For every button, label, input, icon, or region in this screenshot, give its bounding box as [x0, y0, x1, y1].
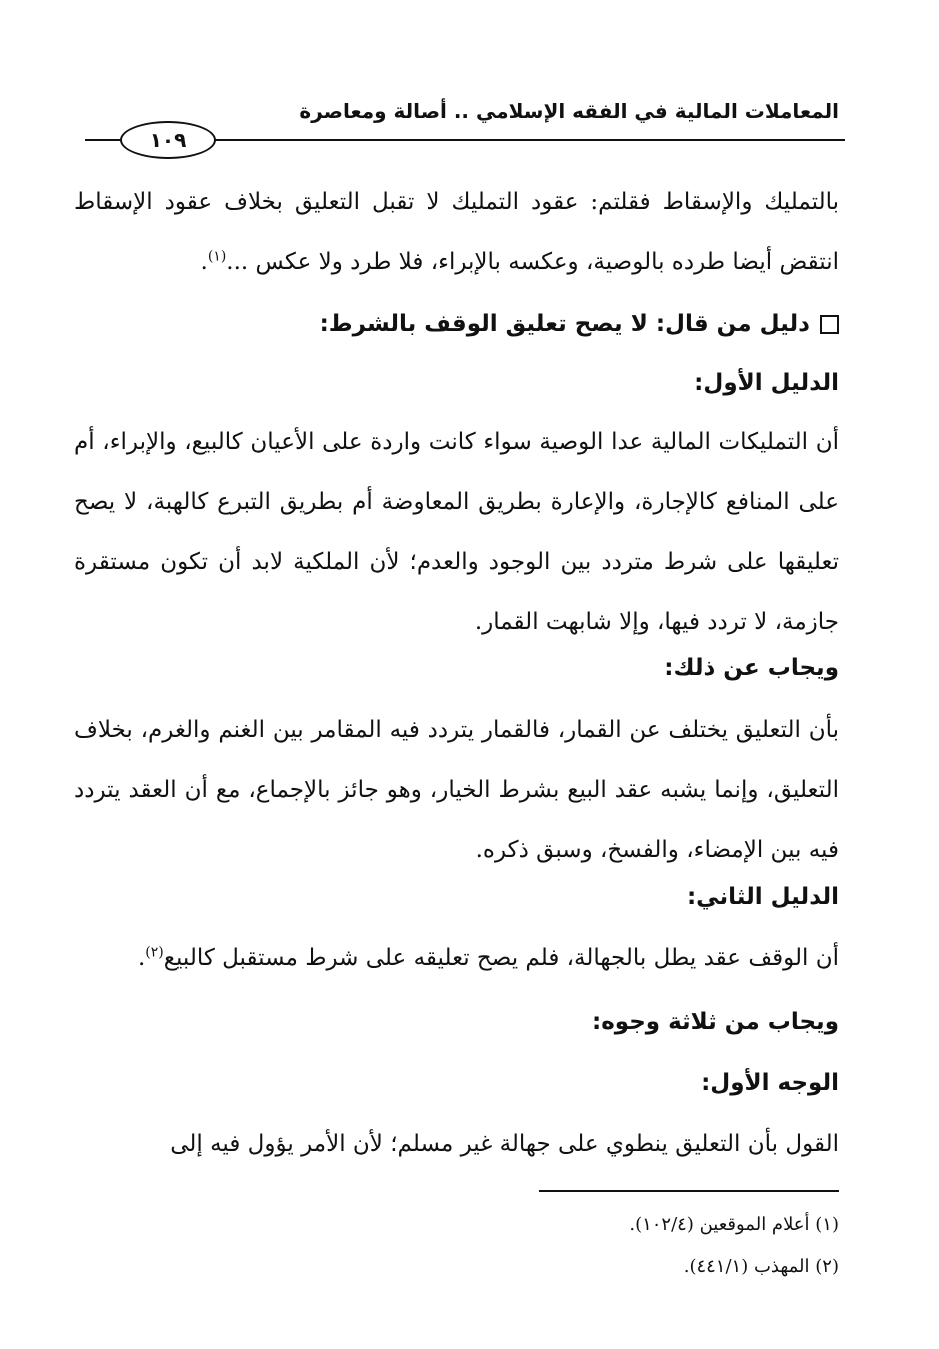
footnote-ref-2: (٢) [145, 944, 164, 961]
first-aspect-paragraph: القول بأن التعليق ينطوي على جهالة غير مسلم؛ لأن الأمر يؤول فيه إلى [170, 1131, 839, 1157]
page-number: ١٠٩ [120, 121, 216, 159]
first-proof-paragraph: أن التمليكات المالية عدا الوصية سواء كانت واردة على الأعيان كالبيع، والإبراء، أم على المنافع كالإجارة، والإعارة بطريق المعاوضة أم بطريق التبرع كالهبة، لا يصح تعليقها على شرط متردد بين الوجود والعدم؛ لأن الملكية لابد أن تكون مستقرة جازمة، لا تردد فيها، وإلا شابهت القمار. [74, 429, 839, 635]
second-proof-text: أن الوقف عقد يطل بالجهالة، فلم يصح تعليقه على شرط مستقبل كالبيع [163, 945, 839, 971]
first-reply-paragraph: بأن التعليق يختلف عن القمار، فالقمار يتردد فيه المقامر بين الغنم والغرم، بخلاف التعليق، وإنما يشبه عقد البيع بشرط الخيار، وهو جائز بالإجماع، مع أن العقد يتردد فيه بين الإمضاء، والفسخ، وسبق ذكره. [74, 717, 839, 863]
running-title: المعاملات المالية في الفقه الإسلامي .. أصالة ومعاصرة [299, 99, 839, 123]
first-proof-heading: الدليل الأول: [694, 370, 839, 396]
second-proof-heading: الدليل الثاني: [686, 884, 839, 910]
footnote-1: (١) أعلام الموقعين (١٠٢/٤). [629, 1214, 839, 1235]
second-proof-paragraph [74, 928, 839, 988]
second-reply-heading: ويجاب من ثلاثة وجوه: [592, 1009, 839, 1035]
footnote-2: (٢) المهذب (٤٤١/١). [683, 1256, 839, 1277]
intro-paragraph [74, 172, 839, 292]
second-proof-tail: . [137, 945, 146, 971]
intro-text: بالتمليك والإسقاط فقلتم: عقود التمليك لا تقبل التعليق بخلاف عقود الإسقاط انتقض أيضا طرده بالوصية، وعكسه بالإبراء، فلا طرد ولا عكس ... [74, 189, 839, 275]
section-heading [74, 304, 839, 344]
intro-tail: . [200, 249, 208, 275]
footnote-ref-1: (١) [207, 248, 227, 265]
first-reply-heading: ويجاب عن ذلك: [664, 655, 839, 681]
checkbox-icon [820, 315, 839, 334]
first-aspect-heading: الوجه الأول: [701, 1070, 839, 1096]
section-heading-text: دليل من قال: لا يصح تعليق الوقف بالشرط: [319, 311, 810, 337]
footnote-rule [539, 1190, 839, 1192]
